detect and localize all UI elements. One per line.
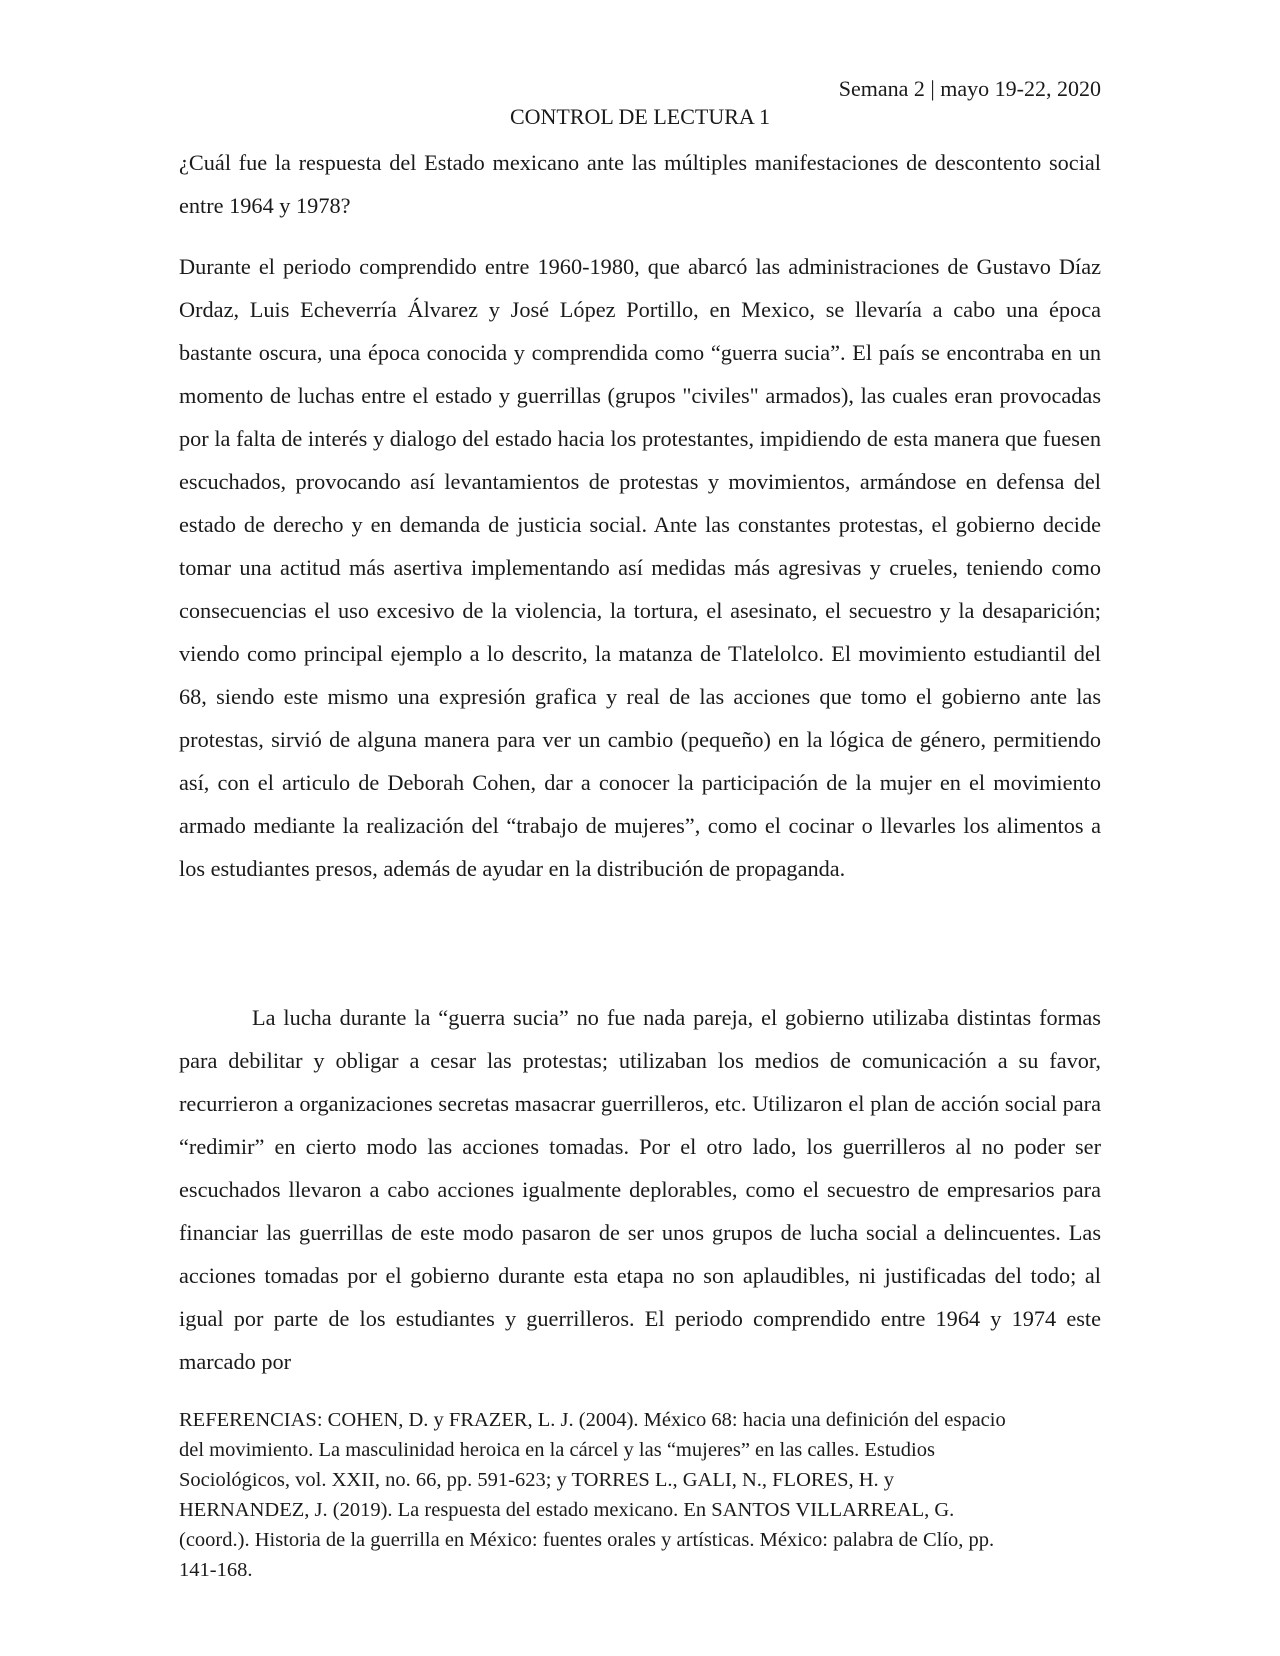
body-paragraph-2: La lucha durante la “guerra sucia” no fue nada pareja, el gobierno utilizaba distintas formas para debilitar y obligar a cesar las protestas; utilizaban los medios de comunicación a su favor, recurrieron a organizaciones secretas masacrar guerrilleros, etc. Utilizaron el plan de acción social para “redimir” en cierto modo las acciones tomadas. Por el otro lado, los guerrilleros al no poder ser escuchados llevaron a cabo acciones igualmente deplorables, como el secuestro de empresarios para financiar las guerrillas de este modo pasaron de ser unos grupos de lucha social a delincuentes. Las acciones tomadas por el gobierno durante esta etapa no son aplaudibles, ni justificadas del todo; al igual por parte de los estudiantes y guerrilleros. El periodo comprendido entre 1964 y 1974 este marcado por	[179, 1005, 1101, 1374]
question-text: ¿Cuál fue la respuesta del Estado mexicano ante las múltiples manifestaciones de descontento social entre 1964 y 1978?	[179, 150, 1101, 218]
document-title: CONTROL DE LECTURA 1	[509, 104, 771, 129]
header-date-line: Semana 2 | mayo 19-22, 2020	[838, 76, 1101, 101]
references-footnote: REFERENCIAS: COHEN, D. y FRAZER, L. J. (2004). México 68: hacia una definición del espacio del movimiento. La masculinidad heroica en la cárcel y las “mujeres” en las calles. Estudios Sociológicos, vol. XXII, no. 66, pp. 591-623; y TORRES L., GALI, N., FLORES, H. y HERNANDEZ, J. (2019). La respuesta del estado mexicano. En SANTOS VILLARREAL, G. (coord.). Historia de la guerrilla en México: fuentes orales y artísticas. México: palabra de Clío, pp. 141-168.	[179, 1409, 1006, 1581]
body-paragraph-1: Durante el periodo comprendido entre 1960-1980, que abarcó las administraciones de Gustavo Díaz Ordaz, Luis Echeverría Álvarez y José López Portillo, en Mexico, se llevaría a cabo una época bastante oscura, una época conocida y comprendida como “guerra sucia”. El país se encontraba en un momento de luchas entre el estado y guerrillas (grupos "civiles" armados), las cuales eran provocadas por la falta de interés y dialogo del estado hacia los protestantes, impidiendo de esta manera que fuesen escuchados, provocando así levantamientos de protestas y movimientos, armándose en defensa del estado de derecho y en demanda de justicia social. Ante las constantes protestas, el gobierno decide tomar una actitud más asertiva implementando así medidas más agresivas y crueles, teniendo como consecuencias el uso excesivo de la violencia, la tortura, el asesinato, el secuestro y la desaparición; viendo como principal ejemplo a lo descrito, la matanza de Tlatelolco. El movimiento estudiantil del 68, siendo este mismo una expresión grafica y real de las acciones que tomo el gobierno ante las protestas, sirvió de alguna manera para ver un cambio (pequeño) en la lógica de género, permitiendo así, con el articulo de Deborah Cohen, dar a conocer la participación de la mujer en el movimiento armado mediante la realización del “trabajo de mujeres”, como el cocinar o llevarles los alimentos a los estudiantes presos, además de ayudar en la distribución de propaganda.	[179, 254, 1101, 881]
